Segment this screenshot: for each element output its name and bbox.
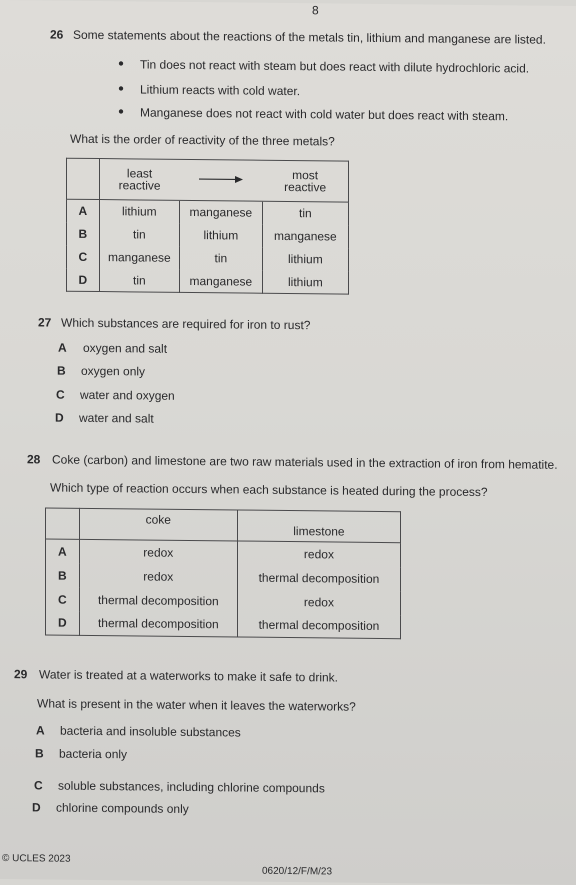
q26-letter: C [67,245,100,268]
q29-option-text: chlorine compounds only [56,801,189,816]
q26-header-blank [67,158,100,199]
q26-header-arrow [179,159,262,201]
q26-letter: A [67,199,100,222]
q26-cell: tin [99,223,179,247]
q28-cell: thermal decomposition [237,565,400,591]
footer-paper-code: 0620/12/F/M/23 [262,866,332,878]
q26-least-line2: reactive [119,178,161,192]
q28-cell: thermal decomposition [79,587,237,613]
q27-option-letter: D [55,411,64,425]
q28-letter: B [46,563,80,587]
q26-bullet-1: Tin does not react with steam but does react with dilute hydrochloric acid. [140,57,529,75]
q28-stem: Coke (carbon) and limestone are two raw materials used in the extraction of iron from hematite. [52,453,558,472]
q27-number: 27 [38,315,51,329]
q28-letter: C [46,587,80,611]
q29-option-letter: D [32,800,41,814]
q29-option-text: soluble substances, including chlorine compounds [58,779,325,796]
q29-stem: Water is treated at a waterworks to make it safe to drink. [39,667,338,684]
q26-cell: lithium [179,223,262,247]
q29-option-letter: B [35,746,44,760]
q28-cell: thermal decomposition [79,611,237,637]
q29-option-letter: C [34,778,43,792]
q28-header-limestone: limestone [237,510,400,543]
q26-cell: manganese [99,246,179,270]
q28-header-coke: coke [79,508,237,541]
q28-letter: D [46,611,80,635]
bullet-icon: ● [118,106,124,117]
q28-cell: redox [79,563,237,589]
q26-least-line1: least [127,166,152,180]
q28-table [45,507,401,639]
q26-bullet-3: Manganese does not react with cold water but does react with steam. [140,105,508,123]
q27-option-letter: C [56,388,65,402]
q27-option-text: oxygen only [81,364,145,379]
q26-cell: tin [99,269,179,293]
q27-option-letter: B [57,364,66,378]
q26-table [66,158,349,295]
q26-header-most [262,160,348,202]
q26-cell: lithium [262,270,348,294]
q26-cell: manganese [179,269,262,293]
q26-header-least [99,159,179,201]
q29-option-text: bacteria only [59,747,127,762]
q29-number: 29 [14,667,27,681]
q27-stem: Which substances are required for iron to rust? [61,316,310,333]
q26-cell: lithium [262,247,348,271]
q29-option-letter: A [36,723,45,737]
q29-question: What is present in the water when it leaves the waterworks? [37,696,356,713]
q26-most-line2: reactive [284,180,326,194]
q26-number: 26 [50,28,63,42]
q26-cell: tin [262,201,348,225]
bullet-icon: ● [118,83,124,94]
q26-bullet-2: Lithium reacts with cold water. [140,82,300,98]
page-number: 8 [312,3,319,17]
q26-cell: manganese [262,224,348,248]
q26-letter: B [67,222,100,245]
q29-option-text: bacteria and insoluble substances [60,724,241,740]
q28-cell: thermal decomposition [237,613,400,639]
q26-question: What is the order of reactivity of the three metals? [70,132,335,149]
q26-letter: D [67,268,100,291]
arrow-right-icon [199,174,243,184]
q28-cell: redox [79,539,237,565]
footer-copyright: © UCLES 2023 [2,853,71,865]
q28-number: 28 [27,452,40,466]
q26-most-line1: most [292,168,318,182]
q26-cell: manganese [179,200,262,224]
q28-question: Which type of reaction occurs when each substance is heated during the process? [50,481,488,500]
q28-header-blank [46,508,80,539]
q27-option-letter: A [58,341,67,355]
q27-option-text: water and salt [79,411,154,426]
bullet-icon: ● [118,58,124,69]
q27-option-text: water and oxygen [80,388,175,403]
q28-letter: A [46,539,80,563]
q26-stem: Some statements about the reactions of the metals tin, lithium and manganese are listed. [73,28,546,47]
q28-cell: redox [237,541,400,567]
q26-cell: lithium [99,200,179,224]
q26-cell: tin [179,246,262,270]
q27-option-text: oxygen and salt [83,341,167,356]
q28-cell: redox [237,589,400,615]
